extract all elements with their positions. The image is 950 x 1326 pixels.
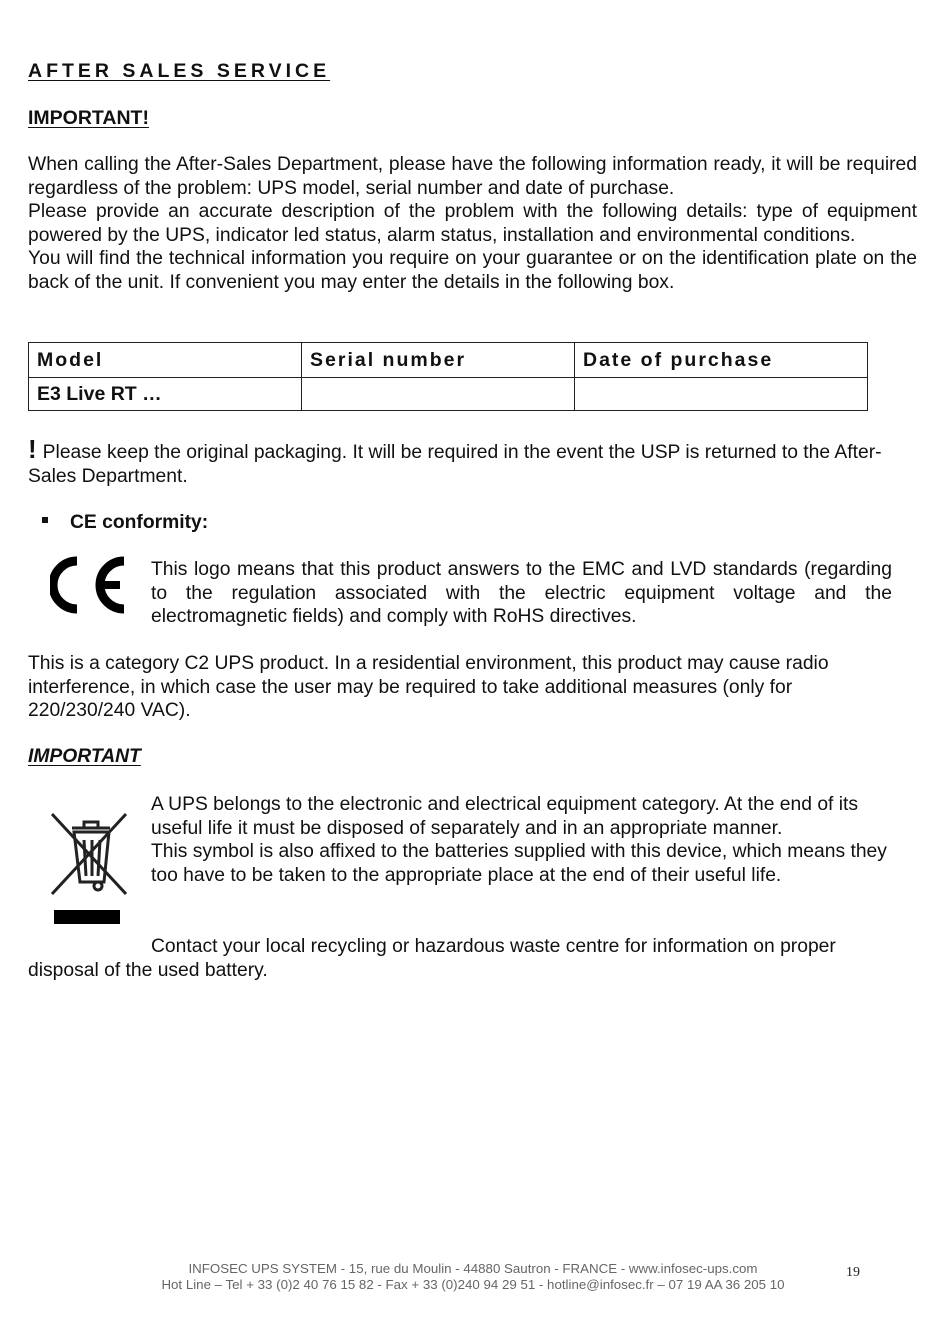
section-heading: AFTER SALES SERVICE (28, 60, 331, 82)
intro-paragraph: When calling the After-Sales Department, please have the following information ready, it will be required regardless of the problem: UPS model, serial number and date of purchase. (28, 154, 917, 199)
packaging-note (28, 434, 917, 489)
intro-text (28, 153, 917, 295)
ce-mark-icon (50, 555, 130, 615)
cell-model: E3 Live RT … (29, 378, 302, 411)
cell-serial-number (302, 378, 575, 411)
table-row (29, 378, 868, 411)
contact-text: Contact your local recycling or hazardous waste centre for information on proper disposal of the used battery. (28, 936, 836, 981)
header-model: Model (29, 343, 302, 378)
ce-description: This logo means that this product answers to the EMC and LVD standards (regarding to the regulation associated with the electric equipment voltage and the electromagnetic fields) and comply with RoHS directives. (151, 559, 892, 628)
disposal-text (151, 793, 906, 887)
category-text: This is a category C2 UPS product. In a residential environment, this product may cause radio interference, in which case the user may be required to take additional measures (only for 220/230/240 VAC). (28, 653, 829, 722)
bullet-square-icon (42, 517, 48, 523)
table-header-row (29, 343, 868, 378)
intro-paragraph: You will find the technical information you require on your guarantee or on the identification plate on the back of the unit. If convenient you may enter the details in the following box. (28, 248, 917, 293)
footer-line: INFOSEC UPS SYSTEM - 15, rue du Moulin - 44880 Sautron - FRANCE - www.infosec-ups.com (188, 1261, 758, 1276)
page-number: 19 (846, 1265, 860, 1280)
cell-date-of-purchase (575, 378, 868, 411)
footer-line: Hot Line – Tel + 33 (0)2 40 76 15 82 - Fax + 33 (0)240 94 29 51 - hotline@infosec.fr – 07 19 AA 36 205 10 (161, 1277, 785, 1292)
disposal-paragraph: A UPS belongs to the electronic and electrical equipment category. At the end of its useful life it must be disposed of separately and in an appropriate manner. (151, 794, 859, 839)
header-serial-number: Serial number (302, 343, 575, 378)
important-label: IMPORTANT! (28, 107, 149, 129)
intro-paragraph: Please provide an accurate description of the problem with the following details: type of equipment powered by the UPS, indicator led status, alarm status, installation and environmental conditions. (28, 201, 917, 246)
ce-bullet (42, 512, 208, 534)
details-table (28, 342, 868, 411)
disposal-important-label: IMPORTANT (28, 746, 141, 767)
header-date-of-purchase: Date of purchase (575, 343, 868, 378)
packaging-note-text: Please keep the original packaging. It will be required in the event the USP is returned to the After-Sales Department. (28, 442, 882, 487)
crossed-out-wheelie-bin-icon (46, 810, 130, 940)
page-footer (0, 1261, 946, 1293)
ce-bullet-label: CE conformity: (70, 512, 209, 533)
disposal-paragraph: This symbol is also affixed to the batteries supplied with this device, which means they too have to be taken to the appropriate place at the end of their useful life. (151, 841, 887, 886)
exclamation-mark: ! (28, 434, 37, 464)
